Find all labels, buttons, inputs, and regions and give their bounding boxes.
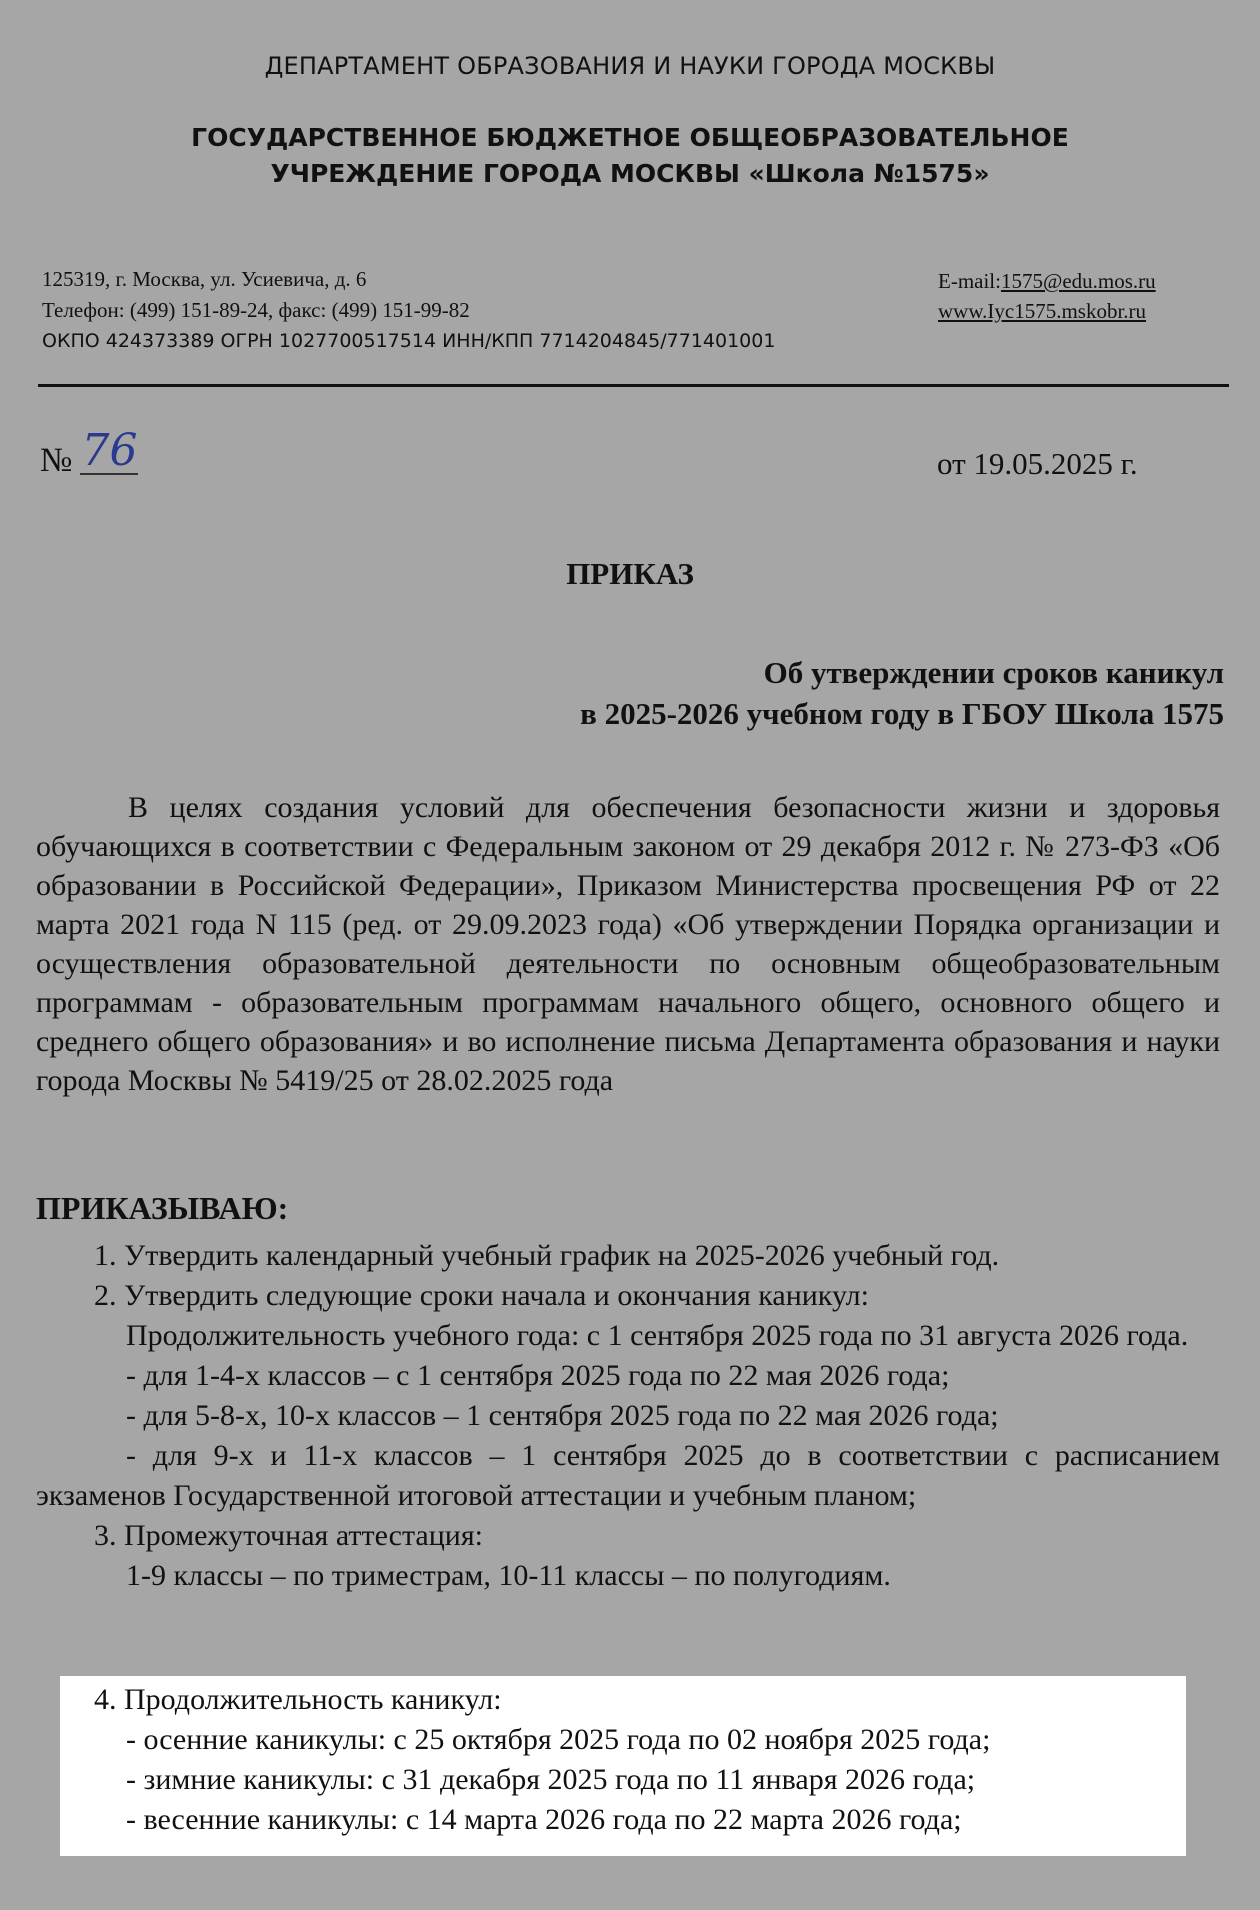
email-link[interactable]: 1575@edu.mos.ru <box>1000 269 1156 293</box>
preamble-text: В целях создания условий для обеспечения безопасности жизни и здоровья обучающихся в соответствии с Федеральным законом от 29 декабря 2012 г. № 273-ФЗ «Об образовании в Российской Федерации», Приказом Министерства просвещения РФ от 22 марта 2021 года N 115 (ред. от 29.09.2023 года) «Об утверждении Порядка организации и осуществления образовательной деятельности по основным общеобразовательным программам - образовательным программам начального общего, основного общего и среднего общего образования» и во исполнение письма Департамента образования и науки города Москвы № 5419/25 от 28.02.2025 года <box>36 791 1220 1097</box>
item-3: 3. Промежуточная аттестация: <box>94 1519 483 1552</box>
preamble <box>36 788 1220 1100</box>
item-2-grades-1-4: - для 1-4-х классов – с 1 сентября 2025 года по 22 мая 2026 года; <box>126 1359 950 1392</box>
document-title: ПРИКАЗ <box>566 556 694 591</box>
order-number <box>40 425 138 481</box>
order-date: от 19.05.2025 г. <box>937 446 1138 481</box>
item-3-attestation: 1-9 классы – по триместрам, 10-11 классы – по полугодиям. <box>126 1559 891 1592</box>
item-2-grades-5-10: - для 5-8-х, 10-х классов – 1 сентября 2025 года по 22 мая 2026 года; <box>126 1399 999 1432</box>
header-divider <box>38 384 1229 387</box>
item-2-grades-9-11: - для 9-х и 11-х классов – 1 сентября 2025 до в соответствии с расписанием экзаменов Государственной итоговой аттестации и учебным планом; <box>36 1439 1220 1512</box>
item-2-duration: Продолжительность учебного года: с 1 сентября 2025 года по 31 августа 2026 года. <box>126 1319 1189 1352</box>
address: 125319, г. Москва, ул. Усиевича, д. 6 <box>42 267 367 291</box>
organization-name <box>0 120 1260 192</box>
item-2: 2. Утвердить следующие сроки начала и окончания каникул: <box>94 1279 869 1312</box>
department-header: ДЕПАРТАМЕНТ ОБРАЗОВАНИЯ И НАУКИ ГОРОДА МОСКВЫ <box>264 52 996 80</box>
spring-vacation: - весенние каникулы: с 14 марта 2026 года по 22 марта 2026 года; <box>126 1803 962 1836</box>
phone: Телефон: (499) 151-89-24, факс: (499) 151-99-82 <box>42 298 470 322</box>
order-directive: ПРИКАЗЫВАЮ: <box>36 1190 289 1226</box>
subject-line-1: Об утверждении сроков каникул <box>763 655 1224 690</box>
item-1: 1. Утвердить календарный учебный график на 2025-2026 учебный год. <box>94 1239 1000 1272</box>
order-subject <box>580 652 1224 734</box>
winter-vacation: - зимние каникулы: с 31 декабря 2025 года по 11 января 2026 года; <box>126 1763 976 1796</box>
vacation-section <box>36 1680 990 1840</box>
contacts-right <box>938 266 1156 326</box>
website-link[interactable]: www.Iyc1575.mskobr.ru <box>938 299 1147 323</box>
autumn-vacation: - осенние каникулы: с 25 октября 2025 года по 02 ноября 2025 года; <box>126 1723 991 1756</box>
order-items <box>36 1236 1220 1596</box>
handwritten-number: 76 <box>81 425 138 476</box>
number-label: № <box>40 442 73 479</box>
email-line <box>938 266 1156 296</box>
organization-line-1: ГОСУДАРСТВЕННОЕ БЮДЖЕТНОЕ ОБЩЕОБРАЗОВАТЕЛЬНОЕ <box>191 123 1069 152</box>
contacts-left <box>42 264 775 357</box>
organization-line-2: УЧРЕЖДЕНИЕ ГОРОДА МОСКВЫ «Школа №1575» <box>270 159 990 188</box>
item-4: 4. Продолжительность каникул: <box>94 1683 502 1716</box>
email-label: E-mail: <box>938 269 1001 293</box>
subject-line-2: в 2025-2026 учебном году в ГБОУ Школа 1575 <box>580 696 1224 731</box>
registration-codes: ОКПО 424373389 ОГРН 1027700517514 ИНН/КПП 7714204845/771401001 <box>42 330 776 352</box>
